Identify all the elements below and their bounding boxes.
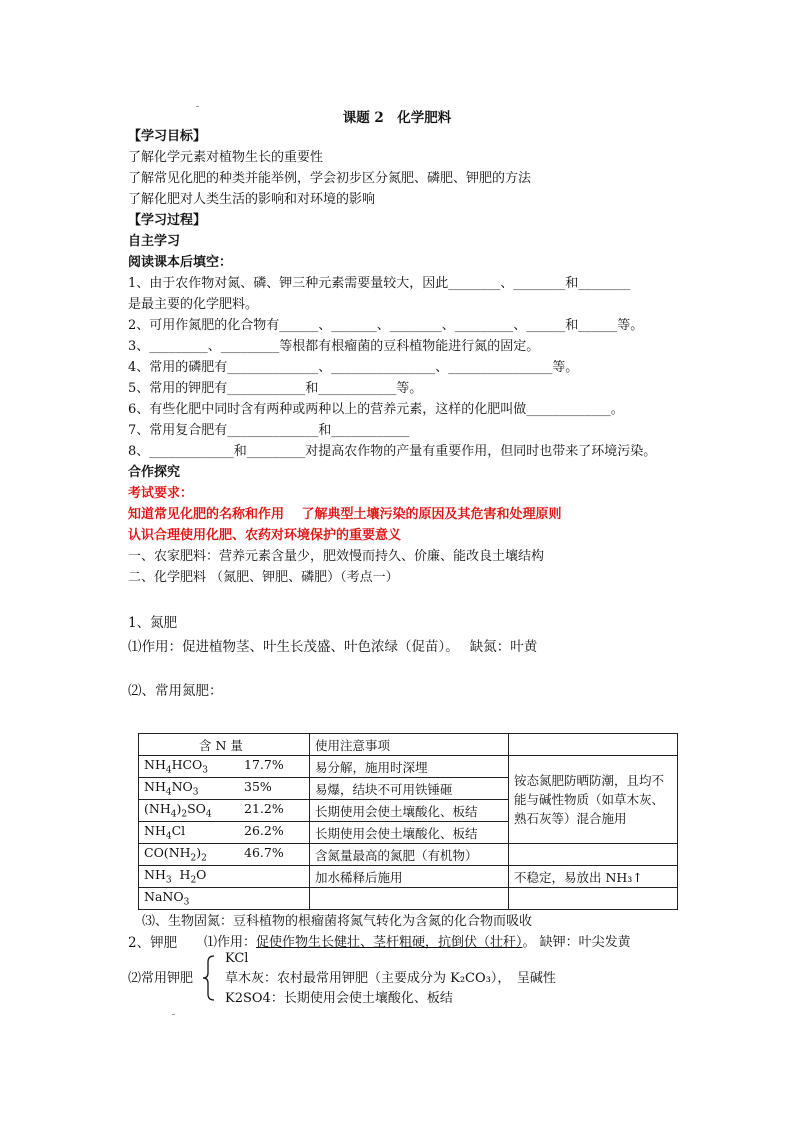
- table-cell: NaNO$_3$: [139, 888, 310, 910]
- table-row: [139, 756, 678, 778]
- goal-item: 了解化肥对人类生活的影响和对环境的影响: [128, 192, 376, 207]
- potassium-effect-line: [204, 934, 631, 952]
- process-header: 【学习过程】: [128, 213, 207, 228]
- question-line: 是最主要的化学肥料。: [128, 297, 259, 312]
- goal-item: 了解化学元素对植物生长的重要性: [128, 150, 324, 165]
- exam-requirement-heading: 考试要求：: [128, 486, 194, 501]
- table-cell: 含氮量最高的氮肥（有机物）: [310, 844, 509, 866]
- table-cell: [509, 888, 678, 910]
- table-cell: [310, 888, 509, 910]
- table-cell: 易分解，施用时深埋: [310, 756, 509, 778]
- page-title: 课题 2 化学肥料: [342, 110, 452, 126]
- table-cell: 易爆，结块不可用铁锤砸: [310, 778, 509, 800]
- table-cell: $NH_3$ $H_2O$: [139, 866, 310, 888]
- question-line: 3、_________、_________等根都有根瘤菌的豆科植物能进行氮的固定。: [128, 339, 540, 354]
- potassium-heading: 2、钾肥: [128, 935, 178, 951]
- potassium-lack-text: 。 缺钾：叶尖发黄: [522, 935, 631, 950]
- potassium-common-label: ⑵常用钾肥: [128, 971, 194, 986]
- nh3-note-cell: 不稳定，易放出 NH₃↑: [509, 866, 678, 888]
- table-cell: $CO(NH_2)_2$ 46.7%: [139, 844, 310, 866]
- table-header-cell: 使用注意事项: [310, 734, 509, 756]
- table-header-cell: 含 N 量: [139, 734, 310, 756]
- self-study-heading: 自主学习: [128, 234, 181, 249]
- nitrogen-common-heading: ⑵、常用氮肥：: [128, 683, 223, 699]
- question-line: 4、常用的磷肥有______________、________________、________________等。: [128, 360, 579, 375]
- table-cell-percent: 26.2%: [244, 823, 284, 839]
- potassium-kcl: KCl: [225, 951, 249, 966]
- goals-header: 【学习目标】: [128, 129, 207, 144]
- nitrogen-fertilizer-table: [138, 733, 678, 910]
- table-cell-percent: 46.7%: [244, 845, 284, 861]
- table-cell-percent: 17.7%: [244, 757, 284, 773]
- potassium-effect-text: 促使作物生长健壮、茎杆粗硬，抗倒伏（壮秆）: [256, 935, 523, 950]
- table-row: [139, 866, 678, 888]
- scan-speck: [172, 1014, 175, 1015]
- table-cell: [509, 844, 678, 866]
- farm-fertilizer-line: 一、农家肥料：营养元素含量少，肥效慢而持久、价廉、能改良土壤结构: [128, 549, 545, 564]
- question-line: 8、_____________和_________对提高农作物的产量有重要作用，但同时也带来了环境污染。: [128, 444, 657, 459]
- brace-icon: [202, 955, 216, 1001]
- table-header-row: [139, 734, 678, 756]
- question-line: 5、常用的钾肥有____________和____________等。: [128, 381, 423, 396]
- read-fill-heading: 阅读课本后填空：: [128, 255, 233, 270]
- chemical-fertilizer-line: 二、化学肥料 （氮肥、钾肥、磷肥）（考点一）: [128, 570, 399, 585]
- table-cell: 长期使用会使土壤酸化、板结: [310, 800, 509, 822]
- potassium-effect-label: ⑴作用：: [204, 935, 257, 950]
- coop-heading: 合作探究: [128, 465, 181, 480]
- bio-fixation-line: ⑶、生物固氮：豆科植物的根瘤菌将氮气转化为含氮的化合物而吸收: [142, 914, 533, 929]
- table-cell-percent: 35%: [244, 779, 272, 795]
- question-line: 6、有些化肥中同时含有两种或两种以上的营养元素，这样的化肥叫做_____________。: [128, 402, 624, 417]
- table-row: [139, 888, 678, 910]
- table-header-cell: [509, 734, 678, 756]
- exam-requirement-line: 认识合理使用化肥、农药对环境保护的重要意义: [128, 528, 402, 543]
- table-cell-percent: 21.2%: [244, 801, 284, 817]
- goal-item: 了解常见化肥的种类并能举例，学会初步区分氮肥、磷肥、钾肥的方法: [128, 171, 532, 186]
- ammonium-note-cell: 铵态氮肥防晒防潮，且均不能与碱性物质（如草木灰、熟石灰等）混合施用: [509, 756, 678, 844]
- potassium-k2so4-line: K2SO4：长期使用会使土壤酸化、板结: [225, 991, 453, 1006]
- question-line: 2、可用作氮肥的化合物有______、_______、________、_________、______和______等。: [128, 318, 644, 333]
- table-cell: $NH_4Cl$ 26.2%: [139, 822, 310, 844]
- question-line: 1、由于农作物对氮、磷、钾三种元素需要量较大，因此________、________和________: [128, 276, 631, 291]
- table-cell: 加水稀释后施用: [310, 866, 509, 888]
- nitrogen-heading: 1、氮肥: [128, 615, 178, 631]
- question-line: 7、常用复合肥有______________和____________: [128, 423, 410, 438]
- potassium-ash-line: 草木灰：农村最常用钾肥（主要成分为 K₂CO₃）， 呈碱性: [225, 971, 556, 986]
- table-cell: $(NH_4)_2SO_4$ 21.2%: [139, 800, 310, 822]
- table-row: [139, 844, 678, 866]
- exam-requirement-line: 知道常见化肥的名称和作用 了解典型土壤污染的原因及其危害和处理原则: [128, 507, 562, 522]
- table-cell: $NH_4HCO_3$ 17.7%: [139, 756, 310, 778]
- table-cell: 长期使用会使土壤酸化、板结: [310, 822, 509, 844]
- table-cell: $NH_4NO_3$ 35%: [139, 778, 310, 800]
- nitrogen-effect-line: ⑴作用：促进植物茎、叶生长茂盛、叶色浓绿（促苗）。 缺氮：叶黄: [128, 639, 538, 655]
